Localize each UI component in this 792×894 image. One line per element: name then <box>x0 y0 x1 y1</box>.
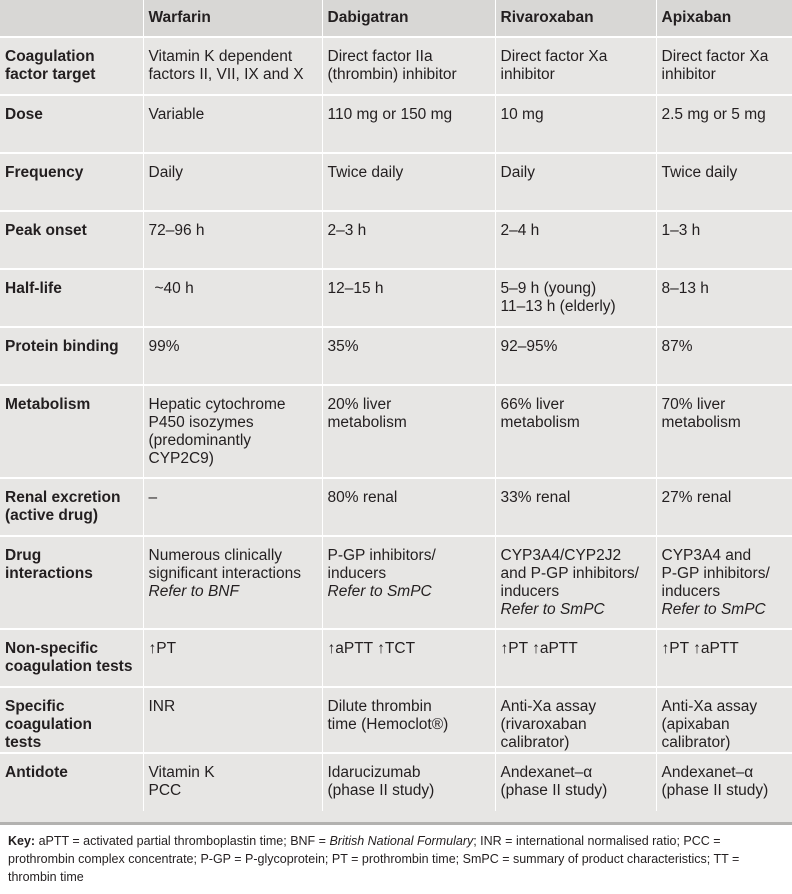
cell-rivaroxaban <box>495 153 656 211</box>
cell-warfarin <box>143 385 322 478</box>
cell-line: Anti-Xa assay <box>661 698 758 715</box>
row-label <box>0 327 143 385</box>
cell-line: (phase II study) <box>661 782 769 799</box>
cell-line: 2–4 h <box>500 222 540 239</box>
cell-warfarin <box>143 269 322 327</box>
row-label <box>0 95 143 153</box>
cell-line: Numerous clinically <box>148 547 283 564</box>
cell-rivaroxaban <box>495 478 656 536</box>
cell-line: 87% <box>661 338 693 355</box>
cell-dabigatran <box>322 478 495 536</box>
cell-line: inducers <box>500 583 560 600</box>
cell-warfarin <box>143 95 322 153</box>
cell-dabigatran <box>322 327 495 385</box>
row-label <box>0 211 143 269</box>
cell-line: 20% liver <box>327 396 392 413</box>
table-row <box>0 269 792 327</box>
table-row <box>0 153 792 211</box>
cell-line: Andexanet–α <box>661 764 754 781</box>
cell-dabigatran <box>322 536 495 629</box>
cell-line: – <box>148 489 158 506</box>
cell-apixaban <box>656 37 792 95</box>
cell-line: Direct factor Xa <box>500 48 608 65</box>
cell-line: (apixaban <box>661 716 730 733</box>
cell-line: Daily <box>500 164 535 181</box>
row-label <box>0 269 143 327</box>
cell-dabigatran <box>322 687 495 753</box>
cell-line: Vitamin K <box>148 764 215 781</box>
cell-line: Twice daily <box>327 164 404 181</box>
cell-line: CYP2C9) <box>148 450 214 467</box>
cell-line: inducers <box>327 565 387 582</box>
cell-line: ↑PT ↑aPTT <box>500 640 578 657</box>
cell-rivaroxaban <box>495 536 656 629</box>
cell-rivaroxaban <box>495 629 656 687</box>
table-row <box>0 687 792 753</box>
cell-line: Refer to SmPC <box>327 583 432 600</box>
cell-line: Andexanet–α <box>500 764 593 781</box>
cell-line: (phase II study) <box>500 782 608 799</box>
row-label <box>0 536 143 629</box>
row-label-line: tests <box>5 734 42 751</box>
cell-apixaban <box>656 327 792 385</box>
cell-line: calibrator) <box>500 734 570 751</box>
cell-apixaban <box>656 536 792 629</box>
cell-dabigatran <box>322 211 495 269</box>
cell-line: 66% liver <box>500 396 565 413</box>
cell-line: 99% <box>148 338 180 355</box>
row-label-line: coagulation tests <box>5 658 133 675</box>
row-label <box>0 385 143 478</box>
cell-line: ↑aPTT ↑TCT <box>327 640 416 657</box>
cell-line: 2–3 h <box>327 222 367 239</box>
table-row <box>0 327 792 385</box>
table-body <box>0 37 792 811</box>
cell-apixaban <box>656 269 792 327</box>
cell-line: time (Hemoclot®) <box>327 716 449 733</box>
row-label-line: Frequency <box>5 164 84 181</box>
cell-line: factors II, VII, IX and X <box>148 66 304 83</box>
cell-line: 10 mg <box>500 106 544 123</box>
cell-line: Idarucizumab <box>327 764 421 781</box>
cell-line: significant interactions <box>148 565 301 582</box>
cell-line: 12–15 h <box>327 280 384 297</box>
row-label <box>0 753 143 811</box>
cell-line: (predominantly <box>148 432 252 449</box>
cell-line: 110 mg or 150 mg <box>327 106 453 123</box>
cell-apixaban <box>656 478 792 536</box>
cell-apixaban <box>656 687 792 753</box>
header-dabigatran: Dabigatran <box>322 0 495 37</box>
row-label-line: Non-specific <box>5 640 99 657</box>
cell-line: (thrombin) inhibitor <box>327 66 457 83</box>
table-row <box>0 536 792 629</box>
table-row <box>0 478 792 536</box>
cell-rivaroxaban <box>495 211 656 269</box>
cell-warfarin <box>143 687 322 753</box>
cell-line: Refer to BNF <box>148 583 239 600</box>
cell-warfarin <box>143 327 322 385</box>
cell-line: 11–13 h (elderly) <box>500 298 616 315</box>
row-label-line: Peak onset <box>5 222 87 239</box>
cell-line: Hepatic cytochrome <box>148 396 286 413</box>
cell-rivaroxaban <box>495 385 656 478</box>
row-label-line: Half-life <box>5 280 62 297</box>
cell-line: 5–9 h (young) <box>500 280 597 297</box>
row-label-line: Renal excretion <box>5 489 121 506</box>
cell-line: inducers <box>661 583 721 600</box>
row-label <box>0 153 143 211</box>
cell-line: Direct factor Xa <box>661 48 769 65</box>
row-label <box>0 687 143 753</box>
cell-line: 1–3 h <box>661 222 701 239</box>
table-row <box>0 385 792 478</box>
cell-line: Refer to SmPC <box>500 601 605 618</box>
cell-warfarin <box>143 211 322 269</box>
table-row <box>0 37 792 95</box>
header-apixaban: Apixaban <box>656 0 792 37</box>
header-warfarin: Warfarin <box>143 0 322 37</box>
row-label-line: Antidote <box>5 764 68 781</box>
row-label-line: coagulation <box>5 716 92 733</box>
cell-rivaroxaban <box>495 37 656 95</box>
cell-rivaroxaban <box>495 269 656 327</box>
header-blank-cell <box>0 0 143 37</box>
cell-line: 72–96 h <box>148 222 205 239</box>
cell-line: 8–13 h <box>661 280 709 297</box>
row-label-line: interactions <box>5 565 93 582</box>
cell-rivaroxaban <box>495 327 656 385</box>
cell-line: (phase II study) <box>327 782 435 799</box>
cell-line: Twice daily <box>661 164 738 181</box>
cell-warfarin <box>143 629 322 687</box>
cell-apixaban <box>656 211 792 269</box>
key-text-part1: aPTT = activated partial thromboplastin time; BNF = <box>35 834 330 848</box>
cell-line: ↑PT <box>148 640 177 657</box>
cell-line: Direct factor IIa <box>327 48 433 65</box>
cell-line: 33% renal <box>500 489 571 506</box>
row-label-line: Protein binding <box>5 338 119 355</box>
cell-line: metabolism <box>500 414 580 431</box>
cell-rivaroxaban <box>495 95 656 153</box>
cell-dabigatran <box>322 95 495 153</box>
table-row <box>0 629 792 687</box>
cell-line: ↑PT ↑aPTT <box>661 640 739 657</box>
cell-line: 92–95% <box>500 338 558 355</box>
key-footnote <box>0 822 792 894</box>
cell-line: CYP3A4/CYP2J2 <box>500 547 622 564</box>
row-label <box>0 478 143 536</box>
header-rivaroxaban: Rivaroxaban <box>495 0 656 37</box>
cell-line: 2.5 mg or 5 mg <box>661 106 766 123</box>
cell-line: 35% <box>327 338 359 355</box>
cell-apixaban <box>656 385 792 478</box>
cell-dabigatran <box>322 629 495 687</box>
cell-line: and P-GP inhibitors/ <box>500 565 639 582</box>
header-row <box>0 0 792 37</box>
cell-dabigatran <box>322 153 495 211</box>
cell-line: 70% liver <box>661 396 726 413</box>
row-label <box>0 37 143 95</box>
cell-line: Vitamin K dependent <box>148 48 293 65</box>
cell-line: metabolism <box>661 414 741 431</box>
cell-warfarin <box>143 753 322 811</box>
cell-line: metabolism <box>327 414 407 431</box>
cell-warfarin <box>143 37 322 95</box>
cell-warfarin <box>143 478 322 536</box>
cell-line: calibrator) <box>661 734 731 751</box>
row-label-line: (active drug) <box>5 507 99 524</box>
row-label-line: Coagulation <box>5 48 95 65</box>
cell-dabigatran <box>322 37 495 95</box>
cell-rivaroxaban <box>495 687 656 753</box>
row-label-line: Drug <box>5 547 42 564</box>
cell-line: (rivaroxaban <box>500 716 587 733</box>
cell-line: inhibitor <box>661 66 716 83</box>
cell-apixaban <box>656 753 792 811</box>
row-label <box>0 629 143 687</box>
cell-line: ~40 h <box>154 280 194 297</box>
cell-line: P-GP inhibitors/ <box>327 547 436 564</box>
cell-line: 80% renal <box>327 489 398 506</box>
cell-line: Dilute thrombin <box>327 698 432 715</box>
cell-apixaban <box>656 629 792 687</box>
cell-warfarin <box>143 153 322 211</box>
cell-apixaban <box>656 95 792 153</box>
key-text-part2: ; INR = international normalised ratio; PCC = prothrombin complex concentrate; P-GP = P-glycoprotein; PT = prothrombin time; SmPC = summary of product characteristics; TT = thrombin time <box>8 834 740 884</box>
cell-line: Daily <box>148 164 183 181</box>
table-row <box>0 95 792 153</box>
cell-line: Variable <box>148 106 205 123</box>
table-row <box>0 753 792 811</box>
cell-dabigatran <box>322 753 495 811</box>
key-label: Key: <box>8 834 36 848</box>
cell-line: CYP3A4 and <box>661 547 752 564</box>
cell-line: 27% renal <box>661 489 732 506</box>
row-label-line: Specific <box>5 698 65 715</box>
cell-line: Refer to SmPC <box>661 601 766 618</box>
cell-line: Anti-Xa assay <box>500 698 597 715</box>
table-row <box>0 211 792 269</box>
cell-warfarin <box>143 536 322 629</box>
row-label-line: Metabolism <box>5 396 91 413</box>
key-bnf-term: British National Formulary <box>329 834 474 848</box>
cell-line: inhibitor <box>500 66 555 83</box>
cell-rivaroxaban <box>495 753 656 811</box>
cell-dabigatran <box>322 269 495 327</box>
cell-dabigatran <box>322 385 495 478</box>
row-label-line: Dose <box>5 106 43 123</box>
row-label-line: factor target <box>5 66 96 83</box>
cell-line: INR <box>148 698 176 715</box>
cell-apixaban <box>656 153 792 211</box>
cell-line: P-GP inhibitors/ <box>661 565 770 582</box>
cell-line: PCC <box>148 782 182 799</box>
cell-line: P450 isozymes <box>148 414 254 431</box>
